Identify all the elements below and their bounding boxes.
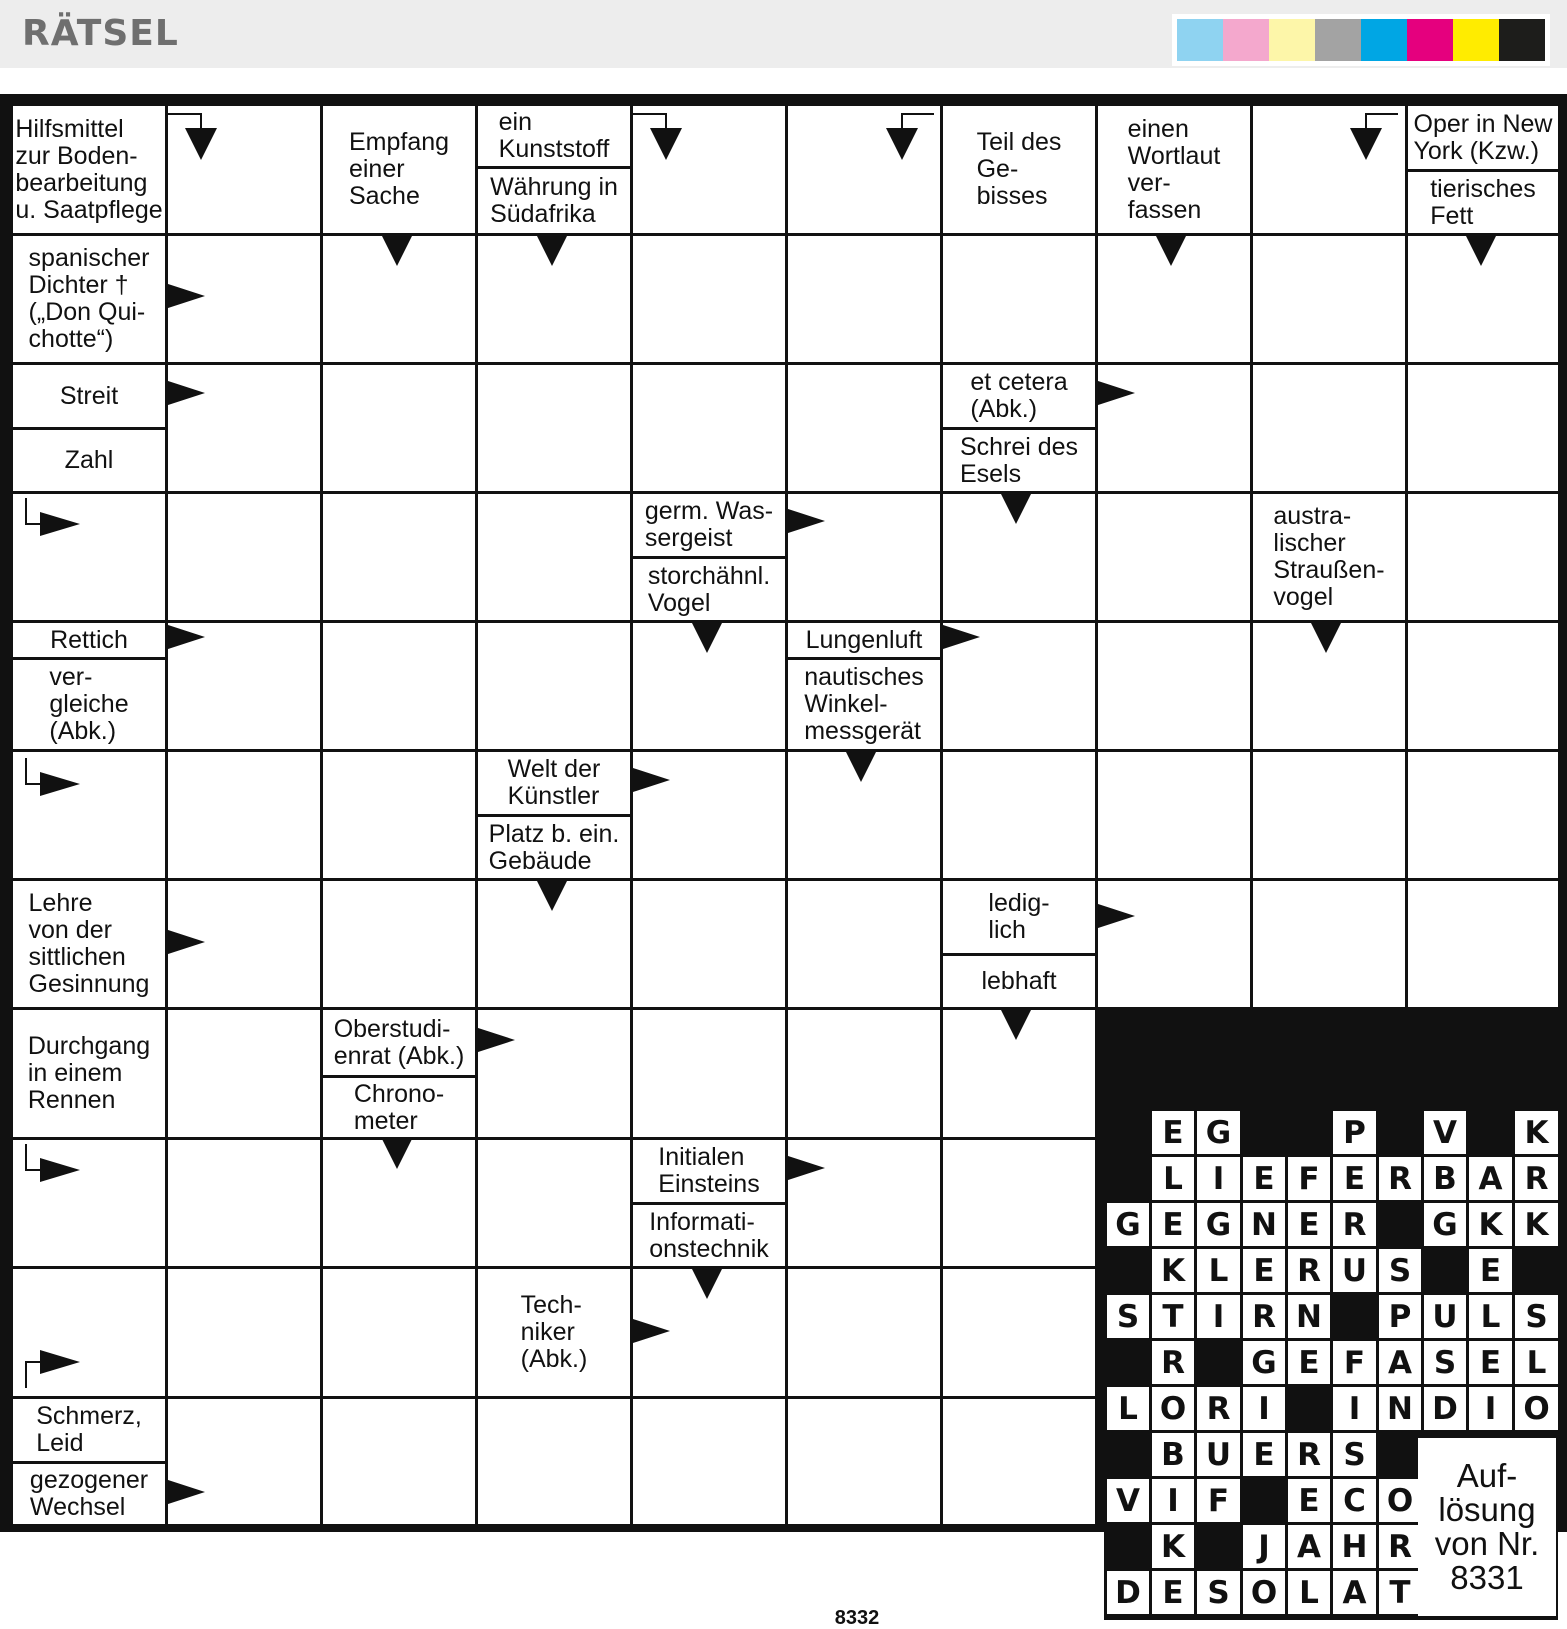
solution-letter: N: [1243, 1203, 1285, 1246]
answer-cell[interactable]: [323, 494, 475, 620]
clue-text: ledig- lich: [988, 889, 1050, 944]
solution-letter: U: [1424, 1295, 1466, 1338]
clue-box: [13, 1010, 165, 1137]
answer-cell[interactable]: [478, 623, 630, 749]
clue-text: lebhaft: [981, 967, 1057, 995]
solution-letter: F: [1197, 1479, 1240, 1522]
answer-cell[interactable]: [323, 365, 475, 491]
answer-cell[interactable]: [478, 365, 630, 491]
solution-letter: G: [1243, 1341, 1285, 1384]
color-swatch-yellow: [1453, 19, 1499, 61]
solution-letter: L: [1469, 1295, 1512, 1338]
clue-box: [943, 365, 1095, 427]
solution-letter: I: [1197, 1295, 1240, 1338]
solution-letter: B: [1152, 1433, 1194, 1476]
arrow-right-icon: [630, 767, 670, 793]
answer-cell[interactable]: [633, 236, 785, 362]
answer-cell[interactable]: [633, 365, 785, 491]
answer-cell[interactable]: [633, 881, 785, 1007]
solution-letter: I: [1469, 1387, 1512, 1430]
answer-cell[interactable]: [168, 1269, 320, 1396]
solution-letter: R: [1243, 1295, 1285, 1338]
clue-box: [633, 1140, 785, 1202]
solution-letter: A: [1288, 1525, 1330, 1568]
solution-letter: E: [1152, 1203, 1194, 1246]
solution-letter: A: [1379, 1341, 1421, 1384]
solution-letter: K: [1515, 1203, 1558, 1246]
answer-cell[interactable]: [1408, 365, 1558, 491]
clue-box: [13, 430, 165, 491]
clue-box: [323, 1078, 475, 1137]
answer-cell[interactable]: [168, 1399, 320, 1524]
answer-cell[interactable]: [168, 752, 320, 878]
arrow-right-icon: [630, 1318, 670, 1344]
clue-box: [943, 430, 1095, 491]
arrow-right-icon: [165, 624, 205, 650]
clue-text: Informati- onstechnik: [649, 1207, 769, 1263]
header-bar: [0, 0, 1567, 68]
arrow-down-icon: [536, 234, 568, 266]
solution-letter: E: [1243, 1249, 1285, 1292]
answer-cell[interactable]: [1408, 494, 1558, 620]
clue-box: [478, 1269, 630, 1396]
solution-letter: D: [1424, 1387, 1466, 1430]
clue-text: Streit: [59, 381, 119, 410]
arrow-down-icon: [845, 750, 877, 782]
solution-letter: L: [1197, 1249, 1240, 1292]
clue-text: Welt der Künstler: [507, 755, 601, 810]
clue-box: [1408, 106, 1558, 169]
solution-letter: E: [1152, 1571, 1194, 1614]
solution-letter: V: [1424, 1111, 1466, 1154]
arrow-right-icon: [165, 1479, 205, 1505]
clue-box: [478, 817, 630, 878]
answer-cell[interactable]: [1253, 236, 1405, 362]
clue-box: [633, 559, 785, 620]
solution-letter: R: [1288, 1433, 1330, 1476]
arrow-bent-down-icon: [632, 110, 684, 162]
clue-box: [323, 106, 475, 233]
solution-letter: L: [1107, 1387, 1149, 1430]
color-swatch-cyan: [1361, 19, 1407, 61]
clue-text: ein Kunststoff: [498, 108, 610, 163]
arrow-right-icon: [165, 380, 205, 406]
solution-letter: K: [1152, 1525, 1194, 1568]
clue-text: Teil des Ge- bisses: [976, 128, 1062, 210]
solution-letter: I: [1243, 1387, 1285, 1430]
answer-cell[interactable]: [788, 365, 940, 491]
solution-letter: K: [1469, 1203, 1512, 1246]
color-swatch-gray: [1315, 19, 1361, 61]
arrow-down-icon: [381, 1137, 413, 1169]
solution-letter: U: [1197, 1433, 1240, 1476]
clue-text: spanischer Dichter † („Don Qui- chotte“): [28, 244, 150, 353]
solution-letter: O: [1379, 1479, 1421, 1522]
solution-letter: E: [1469, 1341, 1512, 1384]
clue-text: Zahl: [64, 446, 114, 474]
solution-letter: P: [1333, 1111, 1376, 1154]
solution-letter: B: [1424, 1157, 1466, 1200]
solution-letter: S: [1424, 1341, 1466, 1384]
answer-cell[interactable]: [1253, 752, 1405, 878]
clue-box: [13, 365, 165, 427]
solution-letter: N: [1288, 1295, 1330, 1338]
solution-letter: E: [1469, 1249, 1512, 1292]
clue-box: [943, 881, 1095, 953]
clue-text: gezogener Wechsel: [29, 1466, 149, 1521]
clue-text: Hilfsmittel zur Boden- bearbeitung u. Saatpflege: [15, 114, 163, 224]
arrow-right-icon: [1095, 380, 1135, 406]
arrow-down-icon: [536, 879, 568, 911]
solution-letter: E: [1288, 1479, 1330, 1522]
answer-cell[interactable]: [943, 236, 1095, 362]
clue-box: [13, 623, 165, 657]
clue-text: Empfang einer Sache: [348, 128, 450, 210]
solution-letter: I: [1197, 1157, 1240, 1200]
crossword-board: [0, 94, 1567, 1629]
solution-letter: S: [1107, 1295, 1149, 1338]
clue-box: [323, 1010, 475, 1075]
answer-cell[interactable]: [1408, 752, 1558, 878]
answer-cell[interactable]: [943, 752, 1095, 878]
clue-box: [478, 169, 630, 233]
solution-letter: R: [1288, 1249, 1330, 1292]
arrow-right-icon: [165, 283, 205, 309]
clue-text: Oberstudi- enrat (Abk.): [333, 1014, 465, 1070]
color-swatch-light-yellow: [1269, 19, 1315, 61]
solution-letter: F: [1333, 1341, 1376, 1384]
solution-letter: G: [1424, 1203, 1466, 1246]
solution-letter: L: [1288, 1571, 1330, 1614]
answer-cell[interactable]: [788, 236, 940, 362]
clue-box: [478, 106, 630, 166]
color-swatch-magenta: [1407, 19, 1453, 61]
clue-text: Durchgang in einem Rennen: [27, 1032, 151, 1114]
answer-cell[interactable]: [168, 1140, 320, 1266]
solution-letter: O: [1152, 1387, 1194, 1430]
arrow-right-icon: [1095, 903, 1135, 929]
clue-text: Tech- niker (Abk.): [520, 1291, 588, 1373]
solution-letter: E: [1288, 1341, 1330, 1384]
solution-letter: E: [1152, 1111, 1194, 1154]
solution-letter: N: [1379, 1387, 1421, 1430]
answer-cell[interactable]: [168, 1010, 320, 1137]
arrow-bent-right-icon: [20, 1144, 82, 1196]
answer-cell[interactable]: [943, 1399, 1095, 1524]
arrow-down-icon: [1000, 492, 1032, 524]
answer-cell[interactable]: [323, 752, 475, 878]
answer-cell[interactable]: [1253, 365, 1405, 491]
solution-letter: R: [1333, 1203, 1376, 1246]
arrow-down-icon: [381, 234, 413, 266]
solution-letter: U: [1333, 1249, 1376, 1292]
arrow-down-icon: [691, 621, 723, 653]
clue-text: Lungenluft: [805, 625, 923, 654]
solution-letter: I: [1333, 1387, 1376, 1430]
clue-box: [1253, 494, 1405, 620]
arrow-bent-down-icon: [884, 110, 936, 162]
solution-caption: Auf- lösung von Nr. 8331: [1418, 1438, 1556, 1616]
solution-letter: V: [1107, 1479, 1149, 1522]
solution-letter: P: [1379, 1295, 1421, 1338]
clue-box: [13, 1464, 165, 1524]
solution-letter: O: [1515, 1387, 1558, 1430]
solution-letter: G: [1107, 1203, 1149, 1246]
clue-text: ver- gleiche (Abk.): [49, 663, 129, 745]
answer-cell[interactable]: [633, 1010, 785, 1137]
clue-box: [1098, 106, 1250, 233]
arrow-bent-right-icon: [20, 758, 82, 810]
puzzle-number: 8332: [812, 1607, 902, 1629]
page-title: RÄTSEL: [22, 13, 179, 54]
answer-cell[interactable]: [1408, 881, 1558, 1007]
clue-box: [13, 1399, 165, 1461]
arrow-down-icon: [1155, 234, 1187, 266]
clue-text: Platz b. ein. Gebäude: [488, 819, 620, 875]
solution-letter: R: [1379, 1157, 1421, 1200]
clue-box: [943, 956, 1095, 1007]
arrow-right-icon: [165, 929, 205, 955]
solution-letter: E: [1243, 1157, 1285, 1200]
solution-letter: S: [1379, 1249, 1421, 1292]
clue-text: Rettich: [50, 625, 128, 654]
clue-text: austra- lischer Straußen- vogel: [1273, 502, 1385, 611]
clue-box: [13, 236, 165, 362]
solution-letter: I: [1152, 1479, 1194, 1522]
solution-letter: K: [1152, 1249, 1194, 1292]
clue-text: germ. Was- sergeist: [644, 497, 774, 552]
arrow-bent-down-icon: [1348, 110, 1400, 162]
answer-cell[interactable]: [323, 1399, 475, 1524]
arrow-down-icon: [1310, 621, 1342, 653]
color-swatch-black: [1499, 19, 1545, 61]
clue-box: [788, 623, 940, 657]
arrow-right-icon: [940, 624, 980, 650]
answer-cell[interactable]: [168, 494, 320, 620]
solution-letter: A: [1469, 1157, 1512, 1200]
solution-letter: E: [1288, 1203, 1330, 1246]
arrow-bent-right-icon: [20, 1336, 82, 1388]
solution-letter: S: [1515, 1295, 1558, 1338]
color-swatch-light-cyan: [1177, 19, 1223, 61]
answer-cell[interactable]: [323, 881, 475, 1007]
solution-letter: L: [1152, 1157, 1194, 1200]
clue-box: [788, 660, 940, 749]
clue-text: Initialen Einsteins: [658, 1143, 760, 1198]
clue-text: et cetera (Abk.): [970, 368, 1068, 423]
arrow-bent-right-icon: [20, 498, 82, 550]
solution-letter: R: [1515, 1157, 1558, 1200]
clue-box: [633, 494, 785, 556]
answer-cell[interactable]: [1098, 881, 1250, 1007]
arrow-down-icon: [1465, 234, 1497, 266]
answer-cell[interactable]: [1408, 623, 1558, 749]
clue-text: storchähnl. Vogel: [647, 561, 771, 617]
solution-letter: J: [1243, 1525, 1285, 1568]
clue-text: tierisches Fett: [1430, 174, 1536, 230]
answer-cell[interactable]: [478, 1399, 630, 1524]
clue-box: [13, 881, 165, 1007]
solution-letter: E: [1243, 1433, 1285, 1476]
answer-cell[interactable]: [788, 1399, 940, 1524]
clue-box: [943, 106, 1095, 233]
clue-text: Lehre von der sittlichen Gesinnung: [28, 889, 150, 998]
clue-text: Schrei des Esels: [959, 432, 1079, 488]
solution-letter: T: [1379, 1571, 1421, 1614]
answer-cell[interactable]: [1253, 881, 1405, 1007]
answer-cell[interactable]: [1098, 752, 1250, 878]
clue-text: Schmerz, Leid: [36, 1402, 142, 1457]
arrow-down-icon: [691, 1267, 723, 1299]
solution-letter: O: [1243, 1571, 1285, 1614]
clue-text: Chrono- meter: [353, 1079, 445, 1135]
clue-text: Oper in New York (Kzw.): [1413, 109, 1553, 165]
solution-letter: A: [1333, 1571, 1376, 1614]
answer-cell[interactable]: [943, 1140, 1095, 1266]
solution-letter: D: [1107, 1571, 1149, 1614]
clue-box: [13, 106, 165, 233]
clue-text: Währung in Südafrika: [490, 173, 618, 228]
clue-text: einen Wortlaut ver- fassen: [1127, 114, 1221, 224]
solution-letter: S: [1197, 1571, 1240, 1614]
answer-cell[interactable]: [478, 494, 630, 620]
arrow-bent-down-icon: [167, 110, 219, 162]
arrow-right-icon: [475, 1027, 515, 1053]
arrow-down-icon: [1000, 1008, 1032, 1040]
answer-cell[interactable]: [323, 623, 475, 749]
clue-box: [1408, 172, 1558, 233]
solution-letter: L: [1515, 1341, 1558, 1384]
clue-box: [478, 752, 630, 814]
solution-letter: G: [1197, 1203, 1240, 1246]
arrow-right-icon: [785, 1155, 825, 1181]
clue-box: [13, 660, 165, 749]
solution-letter: T: [1152, 1295, 1194, 1338]
solution-letter: R: [1152, 1341, 1194, 1384]
answer-cell[interactable]: [1098, 494, 1250, 620]
color-swatch-light-magenta: [1223, 19, 1269, 61]
answer-cell[interactable]: [323, 1269, 475, 1396]
answer-cell[interactable]: [633, 1399, 785, 1524]
answer-cell[interactable]: [788, 881, 940, 1007]
clue-box: [633, 1205, 785, 1266]
print-color-bar: [1172, 14, 1550, 66]
answer-cell[interactable]: [478, 1140, 630, 1266]
solution-letter: R: [1379, 1525, 1421, 1568]
answer-cell[interactable]: [788, 1269, 940, 1396]
solution-letter: R: [1197, 1387, 1240, 1430]
solution-letter: E: [1333, 1157, 1376, 1200]
answer-cell[interactable]: [1098, 623, 1250, 749]
answer-cell[interactable]: [943, 1269, 1095, 1396]
solution-letter: S: [1333, 1433, 1376, 1476]
solution-letter: H: [1333, 1525, 1376, 1568]
clue-text: nautisches Winkel- messgerät: [804, 663, 924, 745]
solution-letter: C: [1333, 1479, 1376, 1522]
solution-letter: G: [1197, 1111, 1240, 1154]
solution-letter: F: [1288, 1157, 1330, 1200]
answer-cell[interactable]: [788, 1010, 940, 1137]
solution-letter: K: [1515, 1111, 1558, 1154]
arrow-right-icon: [785, 508, 825, 534]
